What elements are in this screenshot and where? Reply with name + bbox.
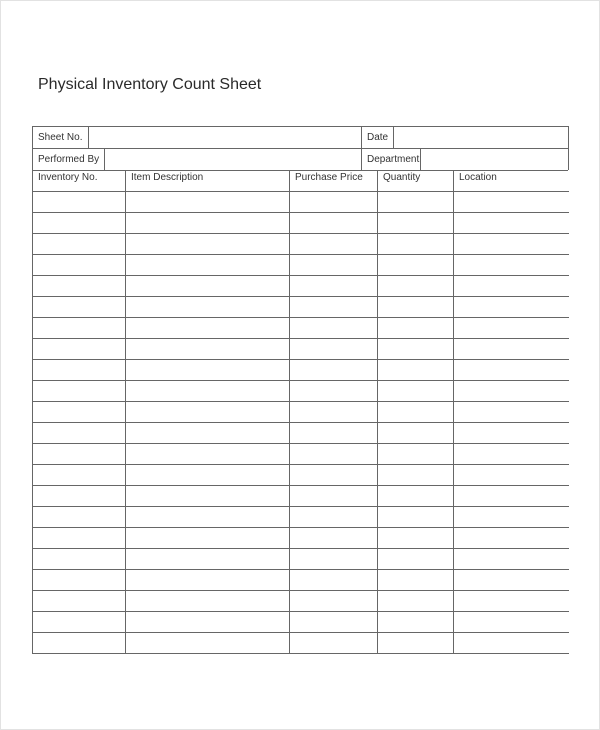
table-row bbox=[33, 611, 570, 632]
purchase-price-cell[interactable] bbox=[290, 191, 378, 212]
item-description-cell[interactable] bbox=[126, 359, 290, 380]
quantity-cell[interactable] bbox=[378, 359, 454, 380]
location-cell[interactable] bbox=[454, 380, 570, 401]
inventory-no-cell[interactable] bbox=[33, 422, 126, 443]
purchase-price-cell[interactable] bbox=[290, 485, 378, 506]
location-cell[interactable] bbox=[454, 401, 570, 422]
column-header-inventory-no: Inventory No. bbox=[33, 170, 126, 191]
location-cell[interactable] bbox=[454, 359, 570, 380]
table-row bbox=[33, 380, 570, 401]
item-description-cell[interactable] bbox=[126, 275, 290, 296]
column-header-location: Location bbox=[454, 170, 570, 191]
sheet-header bbox=[32, 126, 569, 170]
location-cell[interactable] bbox=[454, 485, 570, 506]
header-row-2 bbox=[33, 149, 568, 171]
purchase-price-cell[interactable] bbox=[290, 296, 378, 317]
table-row bbox=[33, 275, 570, 296]
inventory-no-cell[interactable] bbox=[33, 632, 126, 653]
inventory-no-cell[interactable] bbox=[33, 590, 126, 611]
inventory-no-cell[interactable] bbox=[33, 569, 126, 590]
date-label: Date bbox=[362, 127, 394, 148]
location-cell[interactable] bbox=[454, 296, 570, 317]
quantity-cell[interactable] bbox=[378, 632, 454, 653]
purchase-price-cell[interactable] bbox=[290, 212, 378, 233]
quantity-cell[interactable] bbox=[378, 590, 454, 611]
item-description-cell[interactable] bbox=[126, 401, 290, 422]
department-field[interactable] bbox=[421, 149, 568, 170]
date-field[interactable] bbox=[394, 127, 568, 148]
quantity-cell[interactable] bbox=[378, 254, 454, 275]
purchase-price-cell[interactable] bbox=[290, 506, 378, 527]
item-description-cell[interactable] bbox=[126, 233, 290, 254]
purchase-price-cell[interactable] bbox=[290, 380, 378, 401]
item-description-cell[interactable] bbox=[126, 380, 290, 401]
item-description-cell[interactable] bbox=[126, 611, 290, 632]
item-description-cell[interactable] bbox=[126, 527, 290, 548]
inventory-no-cell[interactable] bbox=[33, 527, 126, 548]
quantity-cell[interactable] bbox=[378, 233, 454, 254]
column-header-purchase-price: Purchase Price bbox=[290, 170, 378, 191]
item-description-cell[interactable] bbox=[126, 422, 290, 443]
location-cell[interactable] bbox=[454, 506, 570, 527]
location-cell[interactable] bbox=[454, 275, 570, 296]
location-cell[interactable] bbox=[454, 191, 570, 212]
inventory-table bbox=[32, 170, 569, 654]
item-description-cell[interactable] bbox=[126, 485, 290, 506]
inventory-no-cell[interactable] bbox=[33, 506, 126, 527]
quantity-cell[interactable] bbox=[378, 527, 454, 548]
table-header-row bbox=[33, 170, 570, 191]
item-description-cell[interactable] bbox=[126, 443, 290, 464]
location-cell[interactable] bbox=[454, 254, 570, 275]
item-description-cell[interactable] bbox=[126, 506, 290, 527]
purchase-price-cell[interactable] bbox=[290, 527, 378, 548]
table-row bbox=[33, 296, 570, 317]
quantity-cell[interactable] bbox=[378, 548, 454, 569]
quantity-cell[interactable] bbox=[378, 443, 454, 464]
table-row bbox=[33, 401, 570, 422]
location-cell[interactable] bbox=[454, 548, 570, 569]
column-header-quantity: Quantity bbox=[378, 170, 454, 191]
purchase-price-cell[interactable] bbox=[290, 569, 378, 590]
inventory-no-cell[interactable] bbox=[33, 464, 126, 485]
inventory-no-cell[interactable] bbox=[33, 611, 126, 632]
table-row bbox=[33, 485, 570, 506]
item-description-cell[interactable] bbox=[126, 317, 290, 338]
table-row bbox=[33, 191, 570, 212]
purchase-price-cell[interactable] bbox=[290, 254, 378, 275]
item-description-cell[interactable] bbox=[126, 464, 290, 485]
sheet-no-field[interactable] bbox=[89, 127, 362, 148]
item-description-cell[interactable] bbox=[126, 191, 290, 212]
table-row bbox=[33, 590, 570, 611]
inventory-no-cell[interactable] bbox=[33, 233, 126, 254]
location-cell[interactable] bbox=[454, 569, 570, 590]
inventory-no-cell[interactable] bbox=[33, 275, 126, 296]
column-header-item-description: Item Description bbox=[126, 170, 290, 191]
quantity-cell[interactable] bbox=[378, 464, 454, 485]
purchase-price-cell[interactable] bbox=[290, 611, 378, 632]
table-row bbox=[33, 254, 570, 275]
performed-by-label: Performed By bbox=[33, 149, 105, 170]
inventory-no-cell[interactable] bbox=[33, 317, 126, 338]
location-cell[interactable] bbox=[454, 422, 570, 443]
document-title: Physical Inventory Count Sheet bbox=[38, 76, 262, 93]
item-description-cell[interactable] bbox=[126, 296, 290, 317]
department-label: Department bbox=[362, 149, 421, 170]
inventory-no-cell[interactable] bbox=[33, 401, 126, 422]
quantity-cell[interactable] bbox=[378, 611, 454, 632]
item-description-cell[interactable] bbox=[126, 569, 290, 590]
table-row bbox=[33, 422, 570, 443]
quantity-cell[interactable] bbox=[378, 569, 454, 590]
table-row bbox=[33, 548, 570, 569]
location-cell[interactable] bbox=[454, 233, 570, 254]
table-row bbox=[33, 443, 570, 464]
table-row bbox=[33, 359, 570, 380]
item-description-cell[interactable] bbox=[126, 338, 290, 359]
inventory-sheet bbox=[32, 126, 569, 663]
location-cell[interactable] bbox=[454, 338, 570, 359]
table-row bbox=[33, 212, 570, 233]
inventory-no-cell[interactable] bbox=[33, 296, 126, 317]
quantity-cell[interactable] bbox=[378, 422, 454, 443]
location-cell[interactable] bbox=[454, 611, 570, 632]
table-row bbox=[33, 317, 570, 338]
quantity-cell[interactable] bbox=[378, 317, 454, 338]
purchase-price-cell[interactable] bbox=[290, 359, 378, 380]
inventory-no-cell[interactable] bbox=[33, 443, 126, 464]
table-row bbox=[33, 233, 570, 254]
purchase-price-cell[interactable] bbox=[290, 338, 378, 359]
table-row bbox=[33, 632, 570, 653]
item-description-cell[interactable] bbox=[126, 548, 290, 569]
location-cell[interactable] bbox=[454, 464, 570, 485]
quantity-cell[interactable] bbox=[378, 401, 454, 422]
quantity-cell[interactable] bbox=[378, 191, 454, 212]
item-description-cell[interactable] bbox=[126, 590, 290, 611]
inventory-no-cell[interactable] bbox=[33, 380, 126, 401]
inventory-no-cell[interactable] bbox=[33, 485, 126, 506]
sheet-no-label: Sheet No. bbox=[33, 127, 89, 148]
quantity-cell[interactable] bbox=[378, 212, 454, 233]
purchase-price-cell[interactable] bbox=[290, 401, 378, 422]
inventory-no-cell[interactable] bbox=[33, 212, 126, 233]
purchase-price-cell[interactable] bbox=[290, 275, 378, 296]
inventory-no-cell[interactable] bbox=[33, 191, 126, 212]
performed-by-field[interactable] bbox=[105, 149, 362, 170]
purchase-price-cell[interactable] bbox=[290, 317, 378, 338]
purchase-price-cell[interactable] bbox=[290, 548, 378, 569]
inventory-no-cell[interactable] bbox=[33, 254, 126, 275]
table-row bbox=[33, 338, 570, 359]
table-row bbox=[33, 464, 570, 485]
table-row bbox=[33, 569, 570, 590]
item-description-cell[interactable] bbox=[126, 254, 290, 275]
table-row bbox=[33, 506, 570, 527]
quantity-cell[interactable] bbox=[378, 296, 454, 317]
inventory-no-cell[interactable] bbox=[33, 548, 126, 569]
purchase-price-cell[interactable] bbox=[290, 443, 378, 464]
inventory-no-cell[interactable] bbox=[33, 338, 126, 359]
quantity-cell[interactable] bbox=[378, 485, 454, 506]
header-row-1 bbox=[33, 127, 568, 149]
location-cell[interactable] bbox=[454, 443, 570, 464]
purchase-price-cell[interactable] bbox=[290, 233, 378, 254]
location-cell[interactable] bbox=[454, 590, 570, 611]
table-body bbox=[33, 191, 570, 653]
purchase-price-cell[interactable] bbox=[290, 422, 378, 443]
location-cell[interactable] bbox=[454, 212, 570, 233]
inventory-no-cell[interactable] bbox=[33, 359, 126, 380]
quantity-cell[interactable] bbox=[378, 506, 454, 527]
location-cell[interactable] bbox=[454, 527, 570, 548]
table-row bbox=[33, 527, 570, 548]
location-cell[interactable] bbox=[454, 317, 570, 338]
purchase-price-cell[interactable] bbox=[290, 590, 378, 611]
item-description-cell[interactable] bbox=[126, 632, 290, 653]
purchase-price-cell[interactable] bbox=[290, 632, 378, 653]
quantity-cell[interactable] bbox=[378, 338, 454, 359]
location-cell[interactable] bbox=[454, 632, 570, 653]
purchase-price-cell[interactable] bbox=[290, 464, 378, 485]
item-description-cell[interactable] bbox=[126, 212, 290, 233]
quantity-cell[interactable] bbox=[378, 380, 454, 401]
quantity-cell[interactable] bbox=[378, 275, 454, 296]
